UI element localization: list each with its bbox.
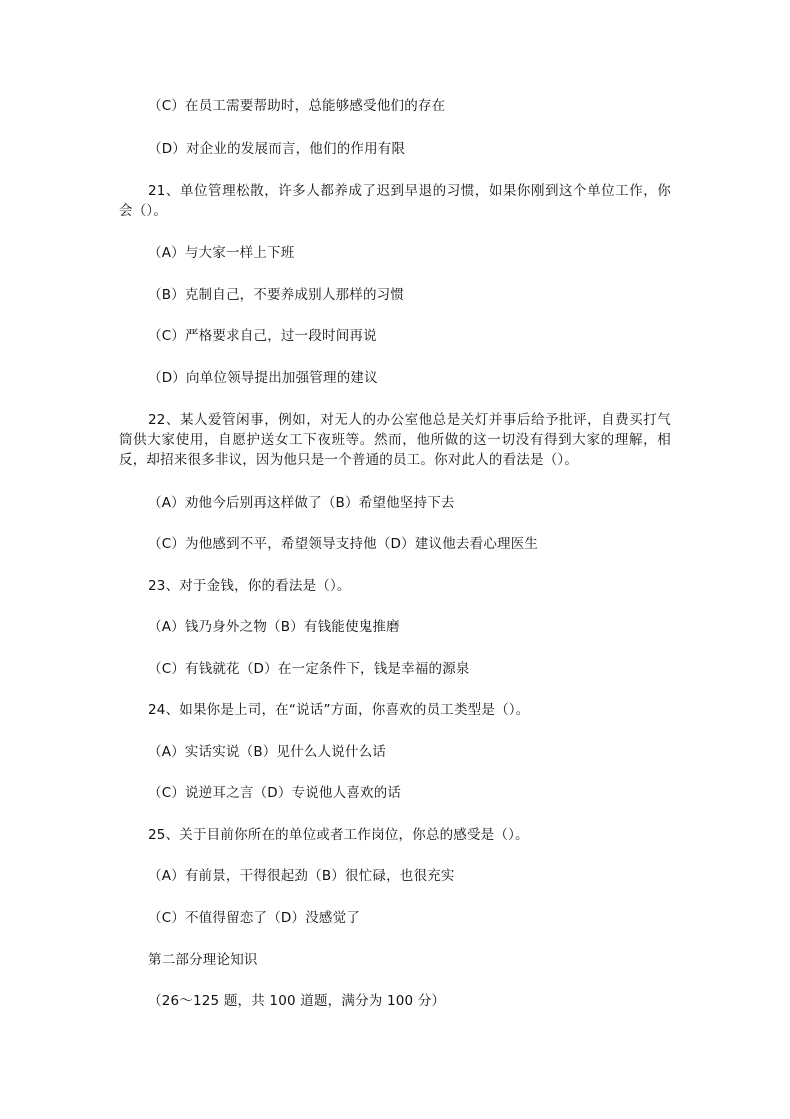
question-23: 23、对于金钱，你的看法是（）。 — [148, 578, 351, 594]
option-line: （A）钱乃身外之物（B）有钱能使鬼推磨 — [148, 619, 400, 635]
option-line: （C）在员工需要帮助时，总能够感受他们的存在 — [148, 98, 446, 114]
option-line: （C）严格要求自己，过一段时间再说 — [148, 328, 377, 344]
option-line: （C）为他感到不平，希望领导支持他（D）建议他去看心理医生 — [148, 536, 539, 552]
section-note: （26～125 题，共 100 道题，满分为 100 分） — [148, 993, 446, 1009]
option-line: （A）实话实说（B）见什么人说什么话 — [148, 744, 387, 760]
option-line: （C）说逆耳之言（D）专说他人喜欢的话 — [148, 785, 402, 801]
question-22: 22、某人爱管闲事，例如，对无人的办公室他总是关灯并事后给予批评，自费买打气筒供大家使用，自愿护送女工下夜班等。然而，他所做的这一切没有得到大家的理解，相反，却招来很多非议，因为他只是一个普通的员工。你对此人的看法是（）。 — [119, 412, 671, 468]
question-21: 21、单位管理松散，许多人都养成了迟到早退的习惯，如果你刚到这个单位工作，你会（）。 — [119, 183, 671, 219]
option-line: （C）不值得留恋了（D）没感觉了 — [148, 910, 361, 926]
option-line: （A）有前景，干得很起劲（B）很忙碌，也很充实 — [148, 868, 455, 884]
option-line: （A）劝他今后别再这样做了（B）希望他坚持下去 — [148, 495, 455, 511]
option-line: （D）向单位领导提出加强管理的建议 — [148, 370, 378, 386]
question-25: 25、关于目前你所在的单位或者工作岗位，你总的感受是（）。 — [148, 827, 529, 843]
section-heading: 第二部分理论知识 — [148, 952, 258, 968]
option-line: （A）与大家一样上下班 — [148, 245, 295, 261]
option-line: （C）有钱就花（D）在一定条件下，钱是幸福的源泉 — [148, 661, 470, 677]
option-line: （B）克制自己，不要养成别人那样的习惯 — [148, 287, 405, 303]
question-24: 24、如果你是上司，在“说话”方面，你喜欢的员工类型是（）。 — [148, 702, 530, 718]
option-line: （D）对企业的发展而言，他们的作用有限 — [148, 141, 406, 157]
